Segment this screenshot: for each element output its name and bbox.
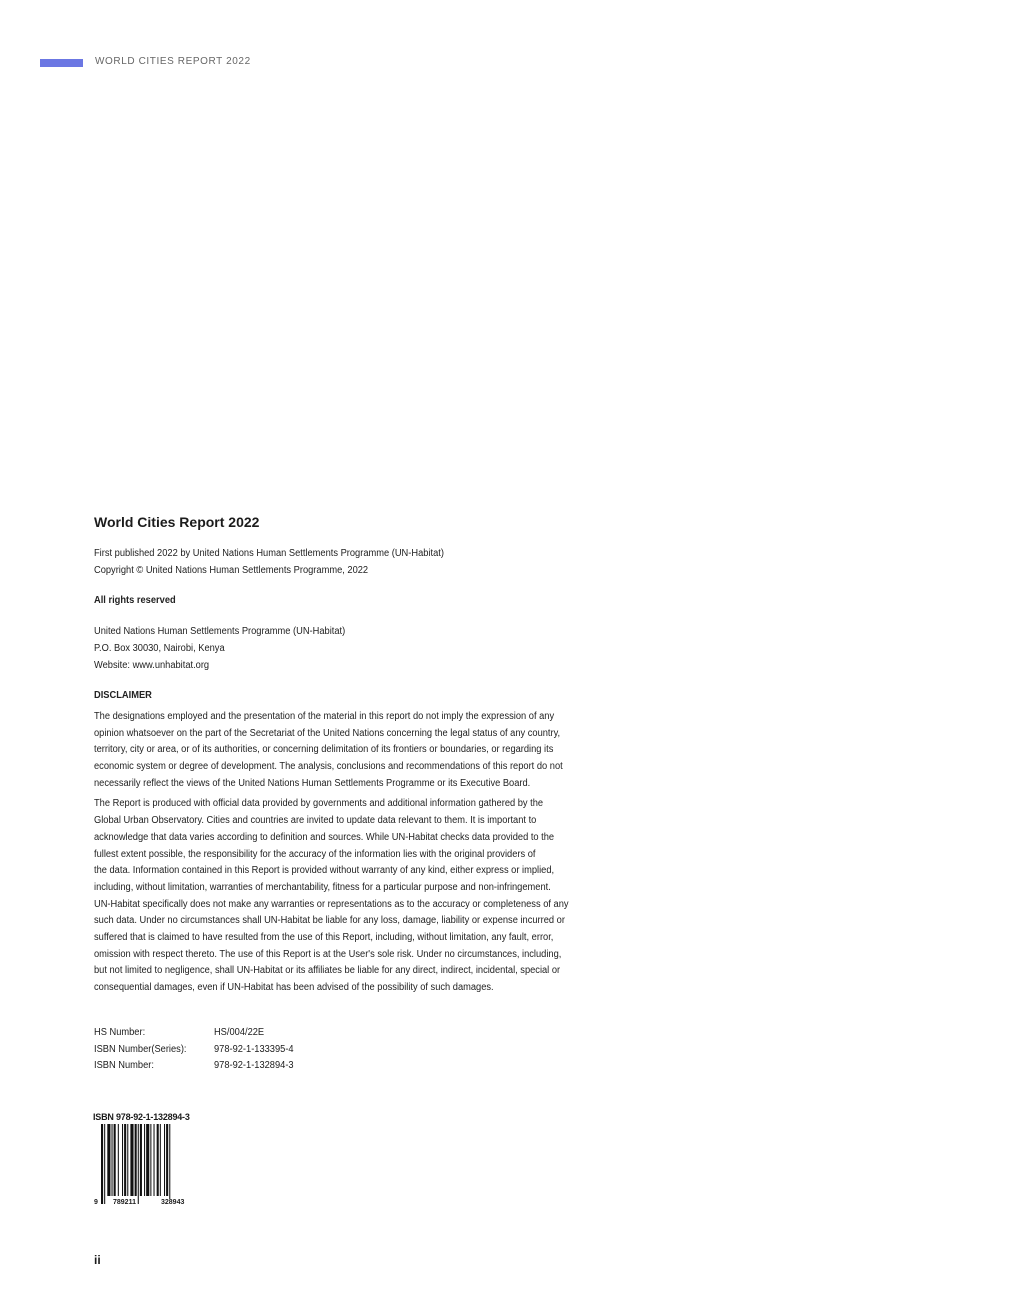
barcode-bar [101, 1124, 103, 1204]
disclaimer-line: the data. Information contained in this Report is provided without warranty of any kind, either express or implied, [94, 865, 555, 877]
disclaimer-line: consequential damages, even if UN-Habitat has been advised of the possibility of such damages. [94, 982, 494, 994]
copyright-line: Copyright © United Nations Human Settlements Programme, 2022 [94, 564, 369, 576]
barcode-bar [138, 1124, 139, 1204]
barcode-isbn-text: ISBN 978-92-1-132894-3 [93, 1112, 190, 1122]
disclaimer-line: necessarily reflect the views of the United Nations Human Settlements Programme or its Executive Board. [94, 777, 531, 789]
website-line[interactable]: Website: www.unhabitat.org [94, 659, 210, 671]
identifier-value: 978-92-1-133395-4 [213, 1043, 294, 1055]
barcode-bar [104, 1124, 105, 1204]
identifier-row [94, 1042, 564, 1059]
disclaimer-line: suffered that is claimed to have resulted from the use of this Report, including, without limitation, any fault, error, [94, 932, 554, 944]
disclaimer-line: UN-Habitat specifically does not make any warranties or representations as to the accuracy or completeness of any [94, 898, 569, 910]
publication-title: World Cities Report 2022 [94, 514, 260, 530]
page-number: ii [94, 1253, 101, 1267]
disclaimer-line: omission with respect thereto. The use of this Report is at the User's sole risk. Under no circumstances, including, [94, 948, 562, 960]
disclaimer-line: The designations employed and the presentation of the material in this report do not imply the expression of any [94, 710, 555, 722]
disclaimer-line: territory, city or area, or of its authorities, or concerning delimitation of its frontiers or boundaries, or regarding its [94, 744, 554, 756]
identifier-label: ISBN Number(Series): [94, 1043, 187, 1055]
barcode-bar [169, 1124, 170, 1204]
identifier-label: HS Number: [94, 1026, 146, 1038]
barcode-bar [122, 1124, 123, 1196]
disclaimer-line: but not limited to negligence, shall UN-Habitat or its affiliates be liable for any direct, indirect, incidental, special or [94, 965, 561, 977]
barcode-bar [135, 1124, 137, 1196]
isbn-barcode [93, 1112, 208, 1207]
identifier-value: HS/004/22E [213, 1026, 265, 1038]
barcode-bar [107, 1124, 110, 1196]
barcode-bar [164, 1124, 165, 1196]
barcode-bar [154, 1124, 155, 1196]
address-line: United Nations Human Settlements Programme (UN-Habitat) [94, 626, 346, 638]
barcode-bar [150, 1124, 151, 1196]
disclaimer-heading: DISCLAIMER [94, 690, 152, 702]
rights-statement: All rights reserved [94, 595, 176, 607]
identifier-value: 978-92-1-132894-3 [213, 1060, 294, 1072]
barcode-bar [146, 1124, 149, 1196]
identifier-row [94, 1058, 564, 1075]
barcode-bar [124, 1124, 126, 1196]
disclaimer-line: The Report is produced with official data provided by governments and additional information gathered by the [94, 798, 544, 810]
identifier-table [94, 1025, 564, 1075]
disclaimer-line: including, without limitation, warranties of merchantability, fitness for a particular purpose and non-infringement. [94, 881, 551, 893]
barcode-bar [118, 1124, 119, 1196]
disclaimer-line: fullest extent possible, the responsibility for the accuracy of the information lies with the original providers of [94, 848, 536, 860]
identifier-row [94, 1025, 564, 1042]
disclaimer-line: opinion whatsoever on the part of the Secretariat of the United Nations concerning the legal status of any country, [94, 727, 561, 739]
first-published-line: First published 2022 by United Nations Human Settlements Programme (UN-Habitat) [94, 548, 444, 559]
disclaimer-line: such data. Under no circumstances shall UN-Habitat be liable for any loss, damage, liability or expense incurred or [94, 915, 565, 927]
running-title: WORLD CITIES REPORT 2022 [95, 56, 251, 67]
disclaimer-line: Global Urban Observatory. Cities and countries are invited to update data relevant to them. It is important to [94, 815, 537, 827]
identifier-label: ISBN Number: [94, 1060, 154, 1072]
imprint-content [94, 514, 599, 1075]
barcode-bar [114, 1124, 116, 1196]
disclaimer-line: economic system or degree of development. The analysis, conclusions and recommendations of this report do not [94, 761, 563, 773]
disclaimer-paragraph-1 [94, 709, 599, 793]
barcode-bar [157, 1124, 159, 1196]
barcode-bar [166, 1124, 168, 1196]
disclaimer-line: acknowledge that data varies according to definition and sources. While UN-Habitat checks data provided to the [94, 831, 555, 843]
header-accent-bar [40, 59, 83, 67]
barcode-digit-first: 9 [94, 1199, 98, 1206]
barcode-digits-right: 328943 [161, 1199, 185, 1206]
barcode-bar [112, 1124, 113, 1196]
barcode-bar [144, 1124, 145, 1196]
barcode-bar [140, 1124, 142, 1196]
barcode-bar [160, 1124, 161, 1196]
disclaimer-paragraph-2 [94, 796, 599, 996]
barcode-bars [101, 1124, 201, 1204]
barcode-digits-left: 789211 [113, 1199, 136, 1206]
barcode-bar [127, 1124, 128, 1196]
address-line: P.O. Box 30030, Nairobi, Kenya [94, 642, 225, 654]
barcode-bar [130, 1124, 133, 1196]
